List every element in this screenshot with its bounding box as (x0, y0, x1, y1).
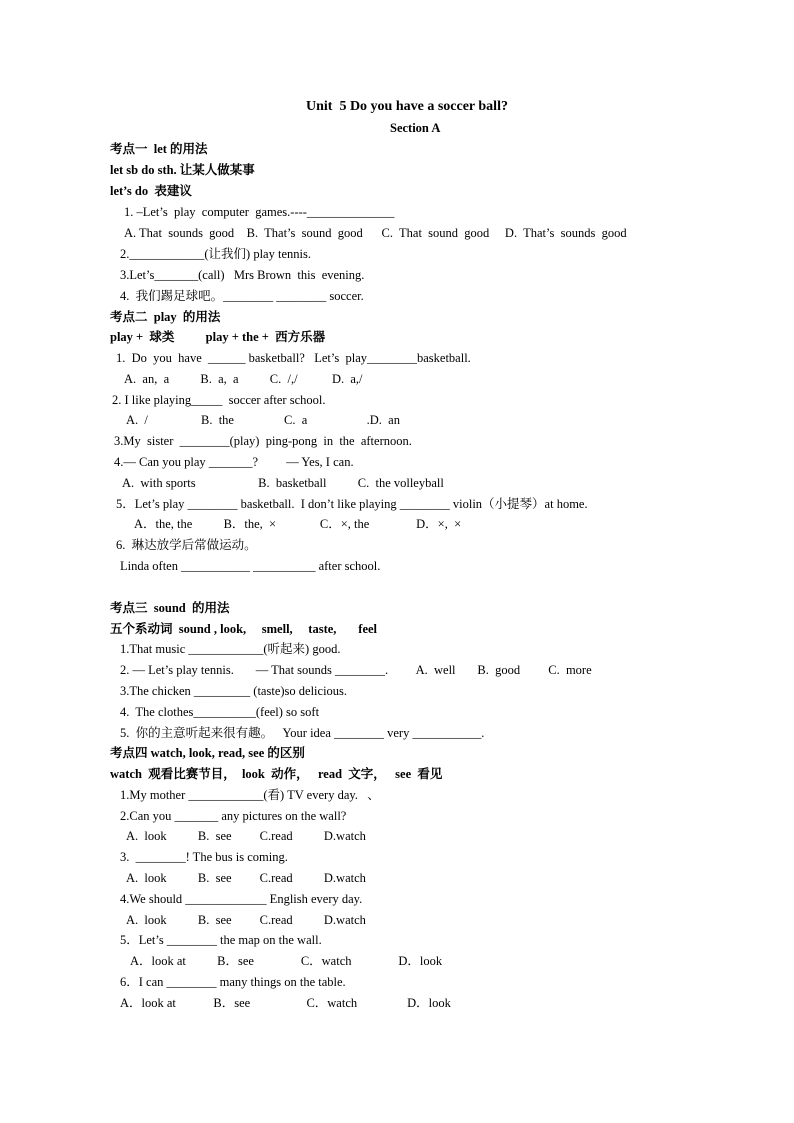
options-line: A. That sounds good B. That’s sound good C. That sound good D. That’s sounds good (124, 226, 627, 240)
question-line: 3.Let’s_______(call) Mrs Brown this evening. (120, 268, 365, 282)
question-line: 4. 我们踢足球吧。________ ________ soccer. (120, 289, 364, 303)
question-line: 5．Let’s ________ the map on the wall. (120, 933, 322, 947)
options-line: A．the, the B．the, × C．×, the D．×, × (134, 517, 462, 531)
question-line: 1. –Let’s play computer games.----______________ (124, 205, 395, 219)
question-line: 4.We should _____________ English every day. (120, 892, 363, 906)
options-line: A. look B. see C.read D.watch (126, 871, 366, 885)
question-line: 2.____________(让我们) play tennis. (120, 247, 311, 261)
page-subtitle: Section A (390, 121, 441, 135)
question-line: 4. The clothes__________(feel) so soft (120, 705, 320, 719)
question-line: 5．Let’s play ________ basketball. I don’t like playing ________ violin（小提琴）at home. (116, 497, 588, 511)
question-line: 3.The chicken _________ (taste)so delicious. (120, 684, 348, 698)
options-line: A. look B. see C.read D.watch (126, 829, 366, 843)
options-line: A. with sports B. basketball C. the volleyball (122, 476, 444, 490)
question-line: 3. ________! The bus is coming. (120, 850, 288, 864)
rule-line: watch 观看比赛节目， look 动作， read 文字， see 看见 (110, 767, 443, 781)
section-heading-let: 考点一 let 的用法 (110, 142, 208, 156)
question-line: 4.— Can you play _______? — Yes, I can. (114, 455, 354, 469)
question-line: 1.My mother ____________(看) TV every day. 、 (120, 788, 380, 802)
question-line: 1.That music ____________(听起来) good. (120, 642, 341, 656)
question-line: 1. Do you have ______ basketball? Let’s play________basketball. (116, 351, 471, 365)
section-heading-sound: 考点三 sound 的用法 (110, 601, 230, 615)
options-line: A. / B. the C. a .D. an (126, 413, 400, 427)
question-line: 2. — Let’s play tennis. — That sounds ________. A. well B. good C. more (120, 663, 592, 677)
options-line: A. an, a B. a, a C. /,/ D. a,/ (124, 372, 363, 386)
question-line: 5. 你的主意听起来很有趣。 Your idea ________ very ___________. (120, 726, 485, 740)
question-line: 2.Can you _______ any pictures on the wall? (120, 809, 347, 823)
rule-line: play + 球类 play + the + 西方乐器 (110, 330, 326, 344)
question-line: 2. I like playing_____ soccer after school. (112, 393, 326, 407)
question-line: 3.My sister ________(play) ping-pong in the afternoon. (114, 434, 412, 448)
rule-line: let sb do sth. 让某人做某事 (110, 163, 255, 177)
rule-line: 五个系动词 sound , look, smell, taste, feel (110, 622, 378, 636)
page-title: Unit 5 Do you have a soccer ball? (306, 99, 508, 114)
options-line: A. look B. see C.read D.watch (126, 913, 366, 927)
question-line: 6．I can ________ many things on the table. (120, 975, 346, 989)
question-line: 6. 琳达放学后常做运动。 (116, 538, 257, 552)
options-line: A．look at B．see C．watch D．look (120, 996, 451, 1010)
section-heading-play: 考点二 play 的用法 (110, 310, 221, 324)
section-heading-watch: 考点四 watch, look, read, see 的区别 (110, 746, 305, 760)
rule-line: let’s do 表建议 (110, 184, 192, 198)
question-line: Linda often ___________ __________ after school. (120, 559, 381, 573)
options-line: A．look at B．see C．watch D．look (130, 954, 443, 968)
